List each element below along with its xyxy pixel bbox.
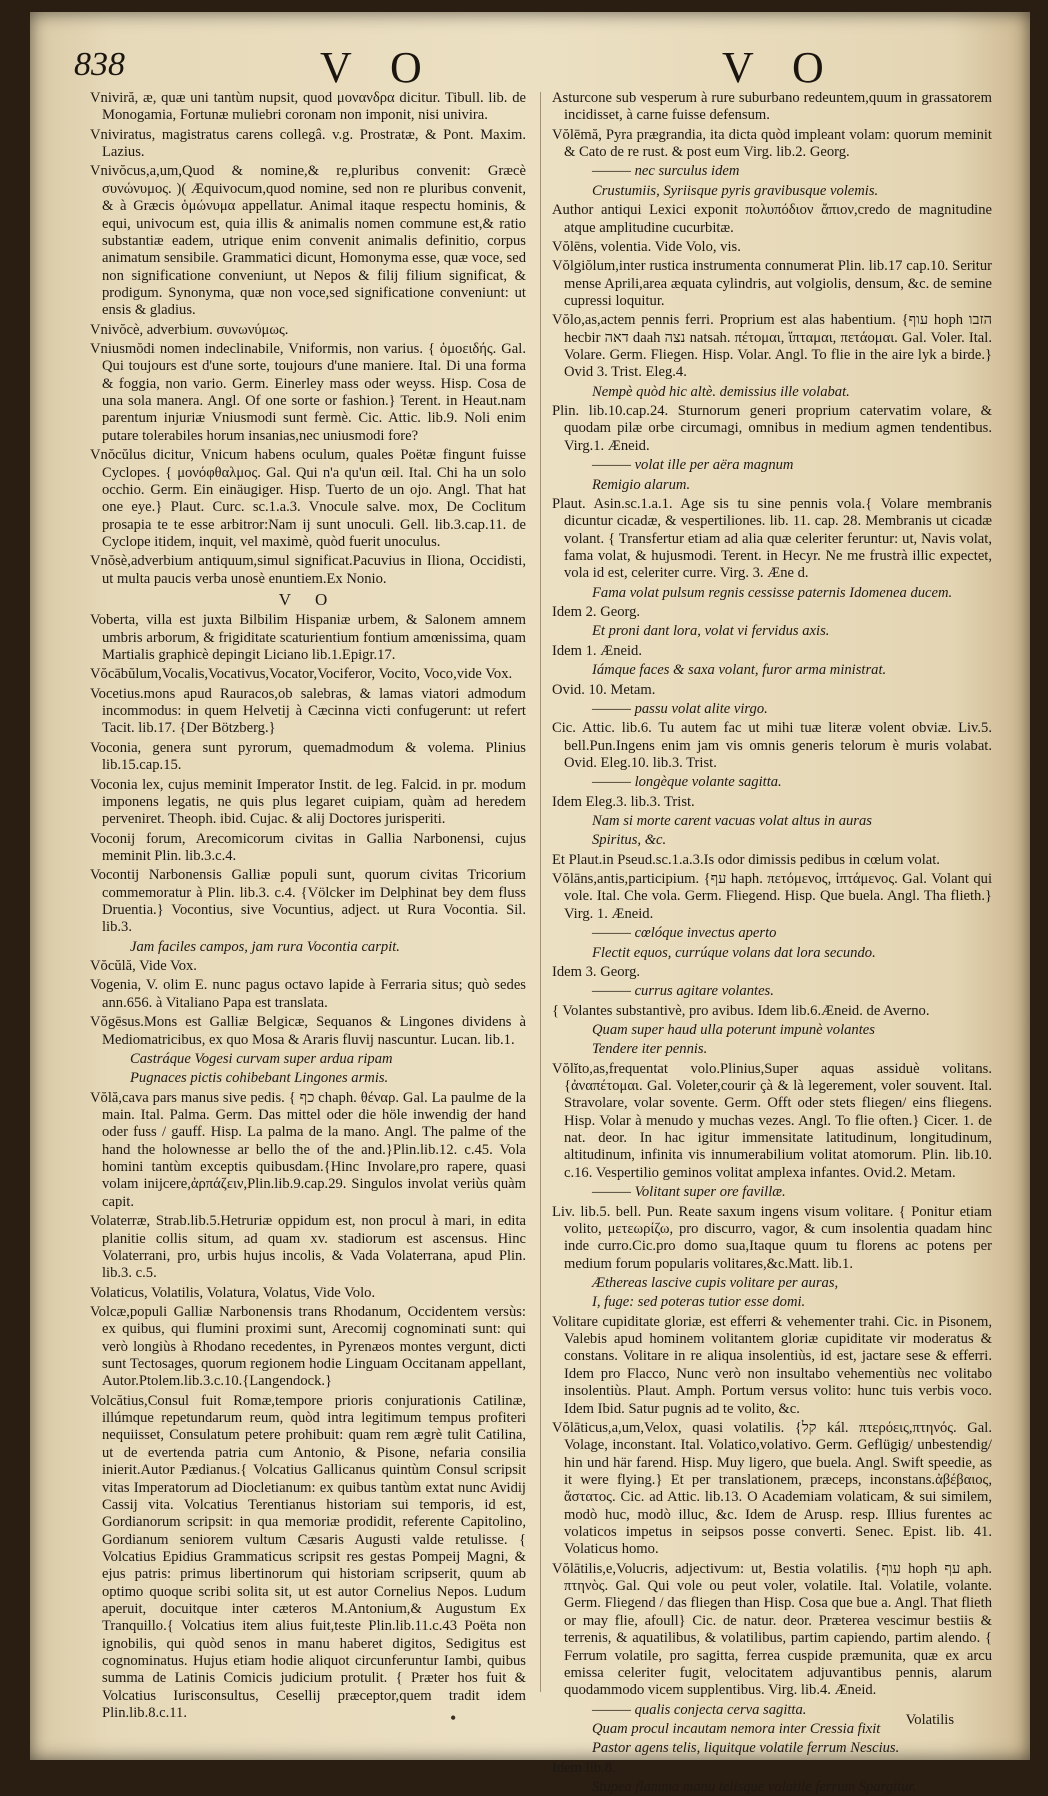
dictionary-entry: Volcătius,Consul fuit Romæ,tempore prioris conjurationis Catilinæ, illúmque repetundarum reum, quòd intra legitimum tempus profiteri nequiisset, Consulatum petere prohibuit: quam rem ægrè tulit Catilina, ut de evertenda patria cum Antonio, & Pisone, nefaria consilia inierit.Autor Pædianus.{ Volcatius Gallicanus quintùm Consul scripsit vitas Imperatorum ad Diocletianum: ex quibus tantùm extat nunc Avidij Cassij vita. Volcatius Terentianus historiam sui temporis, id est, Gordianorum scripsit: in qua memoriæ prodidit, referente Capitolino, Gordianum seniorem vultum Cæsaris Augusti valde retulisse. { Volcatius Epidius Grammaticus scripsit res gestas Pompeij Magni, & ejus patris: primus libertinorum qui historiam scripserit, quum ab optimo quoque scribi solita sit, ut est autor Cornelius Nepos. Ludum aperuit, docuitque inter cæteros M.Antonium,& Augustum Ex Tranquillo.{ Volcatius item alius fuit,teste Plin.lib.11.c.43 Poëta non ignobilis, qui quòd senos in manu haberet digitos, Sedigitus est cognominatus. Hujus etiam hodie aliquot circunferuntur Iambi, quibus summa de Latinis Comicis judicium protulit. { Præter hos fuit & Volcatius Iurisconsultus, Cesellij præceptor,quem tradit idem Plin.lib.8.c.11. <box>90 1392 526 1722</box>
dictionary-entry: Author antiqui Lexici exponit πολυπόδιον ἄπιον,credo de magnitudine atque amplitudine cucurbitæ. <box>552 202 992 236</box>
dictionary-entry: Voconia lex, cujus meminit Imperator Instit. de leg. Falcid. in pr. modum imponens legatis, ne quis plus legaret cuipiam, quàm ad heredem perveniret. Theoph. ibid. Cujac. & alij Doctores jurisperiti. <box>90 776 526 828</box>
verse-quote: Quam super haud ulla poterunt impunè volantes <box>592 1021 875 1038</box>
dictionary-entry: Volaterræ, Strab.lib.5.Hetruriæ oppidum est, non procul à mari, in edita planitie collis situm, ad quam xv. stadiorum est ascensus. Hinc Volaterrani, pro, urbis hujus incolis, & Vada Volaterrana, apud Plin. lib.3. c.5. <box>90 1213 526 1282</box>
dictionary-entry: Vŏcŭlă, Vide Vox. <box>90 958 197 975</box>
dictionary-entry: Vŏlă,cava pars manus sive pedis. { כף chaph. θέναρ. Gal. La paulme de la main. Ital. Palma. Germ. Das mittel oder die höle inwendig der hand oder fuss / gauff. Hisp. La palma de la mano. Angl. The palme of the hand the holownesse ar bello the of the and.}Plin.lib.12. c.45. Vola homini tantùm exceptis quibusdam.{Hinc Involare,pro rapere, quasi volam inijcere,ἀρπάζειν,Plin.lib.9.cap.29. Singulos involat veriùs quàm capit. <box>90 1089 526 1210</box>
verse-quote: Pastor agens telis, liquitque volatile ferrum Nescius. <box>592 1740 900 1757</box>
dictionary-entry: Cic. Attic. lib.6. Tu autem fac ut mihi tuæ literæ volent obviæ. Liv.5. bell.Pun.Ingens enim jam vis omnis generis telorum è muris volabat. Ovid. Eleg.10. lib.3. Trist. <box>552 720 992 771</box>
verse-quote: Stupea flamma manu telisque volatile ferrum Spargitur. <box>592 1779 917 1796</box>
dictionary-entry: Idem Eleg.3. lib.3. Trist. <box>552 793 695 810</box>
verse-quote: Flectit equos, currúque volans dat lora secundo. <box>592 944 876 961</box>
dictionary-entry: Vŏgēsus.Mons est Galliæ Belgicæ, Sequanos & Lingones dividens à Mediomatricibus, ex quo Mosa & Araris fluvij nascuntur. Lucan. lib.1. <box>90 1014 526 1048</box>
dictionary-entry: { Volantes substantivè, pro avibus. Idem lib.6.Æneid. de Averno. <box>552 1002 930 1019</box>
column-divider <box>540 92 541 1692</box>
dictionary-entry: Vniusmŏdi nomen indeclinabile, Vniformis, non varius. { ὁμοειδής. Gal. Qui toujours est d'une sorte, toujours d'une maniere. Ital. Di una forma & foggia, non vario. Germ. Einerley mass oder weyss. Hisp. Cosa de una sola manera. Angl. Of one sorte or fashion.} Terent. in Heaut.nam parentum injuriæ Vniusmodi sunt fermè. Cic. Attic. lib.9. Noli enim putare tolerabiles horum insanias,nec uniusmodi fore? <box>90 341 526 444</box>
verse-quote: Spiritus, &c. <box>592 832 667 849</box>
dictionary-entry: Vŏcābŭlum,Vocalis,Vocativus,Vocator,Vociferor, Vocito, Voco,vide Vox. <box>90 666 513 683</box>
verse-quote: Remigio alarum. <box>592 476 691 493</box>
dictionary-entry: Plaut. Asin.sc.1.a.1. Age sis tu sine pennis vola.{ Volare membranis dicuntur cicadæ, & vespertiliones. lib. 11. cap. 28. Membranis ut cicadæ volant. { Transfertur etiam ad alia quæ celeriter feruntur: ut, Navis volat, fama volat, & hujusmodi. Terent. in Hecyr. Ne me frustrà illic expectet, vola id est, celeriter curre. Virg. 3. Æne d. <box>552 495 992 582</box>
dictionary-entry: Vniviră, æ, quæ uni tantùm nupsit, quod μονανδρα dicitur. Tibull. lib. de Monogamia, Fortunæ muliebri coronam non imponit, nisi univira. <box>90 90 526 124</box>
dictionary-entry: Volitare cupiditate gloriæ, est efferri & vehementer trahi. Cic. in Pisonem, Valebis apud hominem volitantem gloriæ cupiditate vir moderatus & constans. Volitare in re aliqua insolentiùs, id est, jactare sese & efferri. Idem pro Flacco, Nunc verò non insultabo vehementiùs nec volitabo insolentiùs. Plaut. Amph. Portum versus volito: hunc tuis verbis voco. Idem Ibid. Satur pugnis ad te volito, &c. <box>552 1313 992 1417</box>
dictionary-entry: Idem 2. Georg. <box>552 604 641 621</box>
dictionary-entry: Vŏlēns, volentia. Vide Volo, vis. <box>552 238 741 255</box>
dictionary-entry: Liv. lib.5. bell. Pun. Reate saxum ingens visum volitare. { Ponitur etiam volito, μετεωρίζω, pro discurro, vagor, & cum insolentia quadam hinc inde curro.Cic.pro domo sua,Itaque quum tu florens ac potens per medium forum popularis volitares,&c.Matt. lib.1. <box>552 1203 992 1272</box>
dictionary-entry: Vŏlāticus,a,um,Velox, quasi volatilis. {קל kál. πτερόεις,πτηνός. Gal. Volage, inconstant. Ital. Volatico,volativo. Germ. Geflügig/ unbestendig/ hin und här farend. Hisp. Muy ligero, que buela. Angl. Swift speedie, as it were flying.} Et per translationem, præceps, inconstans.ἀβέβαιος, ἄστατος. Cic. ad Attic. lib.13. O Academiam volaticam, & sui similem, modò huc, modò illuc, &c. Idem de Arusp. resp. Illius furentes ac volaticos impetus in seipsos posse converti. Senec. Epist. lib. 41. Volaticus homo. <box>552 1419 992 1558</box>
dictionary-entry: Vŏlĭto,as,frequentat volo.Plinius,Super aquas assiduè volitans.{ἀναπέτομαι. Gal. Voleter,courir çà & là legerement, voler souvent. Ital. Stravolare, volar sovente. Germ. Offt oder stets fliegen/ eins fliegens. Hisp. Volar à menudo y muchas vezes. Angl. To flie often.} Cicer. 1. de nat. deor. In hac igitur immensitate latitudinum, longitudinum, altitudinum, infinita vis innumerabilium volitat atomorum. Plin. lib.10. c.16. Vespertilio geminos volitat amplexa infantes. Ovid.2. Metam. <box>552 1060 992 1181</box>
verse-quote: Pugnaces pictis cohibebant Lingones armis. <box>130 1070 389 1087</box>
verse-quote: Crustumiis, Syriisque pyris gravibusque volemis. <box>592 182 879 199</box>
dictionary-entry: Plin. lib.10.cap.24. Sturnorum generi proprium catervatim volare, & quodam pilæ orbe circumagi, omnibus in medium agmen tendentibus. Virg.1. Æneid. <box>552 403 992 454</box>
dictionary-entry: Vocetius.mons apud Rauracos,ob salebras, & lamas viatori admodum incommodus: in quem Helvetij à Cæcinna victi confugerunt: ut refert Tacit. lib.17. {Der Bötzberg.} <box>90 685 526 737</box>
verse-quote: ——— longèque volante sagitta. <box>592 774 782 791</box>
catchword: Volatilis <box>905 1712 954 1728</box>
dictionary-page <box>30 12 1030 1796</box>
dictionary-entry: Idem 1. Æneid. <box>552 642 642 659</box>
verse-quote: Tendere iter pennis. <box>592 1041 708 1058</box>
verse-quote: ——— volat ille per aëra magnum <box>592 457 794 474</box>
dictionary-entry: Volaticus, Volatilis, Volatura, Volatus, Vide Volo. <box>90 1284 376 1301</box>
running-header <box>30 42 1030 92</box>
verse-quote: Jam faciles campos, jam rura Vocontia carpit. <box>130 938 400 955</box>
dictionary-entry: Vnivŏcè, adverbium. συνωνύμως. <box>90 321 289 338</box>
dictionary-entry: Voconij forum, Arecomicorum civitas in Gallia Narbonensi, cujus meminit Plin. lib.3.c.4. <box>90 830 526 864</box>
dictionary-entry: Vnŏcŭlus dicitur, Vnicum habens oculum, quales Poëtæ fingunt fuisse Cyclopes. { μονόφθαλμος. Gal. Qui n'a qu'un œil. Ital. Chi ha un solo occhio. Germ. Ein einäugiger. Hisp. Tuerto de un ojo. Angl. That hat one eye.} Plaut. Curc. sc.1.a.3. Vnocule salve. mox, De Coclitum prosapia te te esse arbitror:Nam ij sunt unoculi. Gell. lib.3.cap.11. de Cyclope itidem, inquit, vel maximè, quòd fuerit unoculus. <box>90 447 526 550</box>
verse-quote: Et proni dant lora, volat vi fervidus axis. <box>592 623 830 640</box>
verse-quote: ——— cœlóque invectus aperto <box>592 925 777 942</box>
dictionary-entry: Vnŏsè,adverbium antiquum,simul significat.Pacuvius in Iliona, Occidisti, ut multa paucis verba unosè enuntiem.Ex Nonio. <box>90 553 526 587</box>
verse-quote: Castráque Vogesi curvam super ardua ripam <box>130 1050 393 1067</box>
dictionary-entry: Vŏlēmă, Pyra prægrandia, ita dicta quòd impleant volam: quorum meminit & Cato de re rust. & post eum Virg. lib.2. Georg. <box>552 126 992 161</box>
dictionary-entry: Vniviratus, magistratus carens collegâ. v.g. Prostratæ, & Pont. Maxim. Lazius. <box>90 126 526 161</box>
verse-quote: ——— currus agitare volantes. <box>592 983 774 1000</box>
dictionary-entry: Volcæ,populi Galliæ Narbonensis trans Rhodanum, Occidentem versùs: ex quibus, qui flumini proximi sunt, Arecomij cognominati sunt: qui verò longiùs à Rhodano recedentes, in Pyrenæos montes vergunt, dicti sunt Tectosages, quorum regionem hodie Linguam Occitanam appellant, Autor.Ptolem.lib.3.c.10.{Langendock.} <box>90 1303 526 1390</box>
dictionary-entry: Ovid. 10. Metam. <box>552 681 656 698</box>
verse-quote: ——— qualis conjecta cerva sagitta. <box>592 1701 807 1718</box>
dictionary-entry: Voconia, genera sunt pyrorum, quemadmodum & volema. Plinius lib.15.cap.15. <box>90 739 526 774</box>
verse-quote: I, fuge: sed poteras tutior esse domi. <box>592 1294 806 1311</box>
right-headword: V O <box>722 43 838 92</box>
dictionary-entry: Vocontij Narbonensis Galliæ populi sunt, quorum civitas Tricorium commemoratur à Plin. lib.3. c.4. {Völcker im Delphinat bey dem fluss Druentia.} Vocontius, sive Vocuntius, adject. ut Rura Vocontia. Sil. lib.3. <box>90 867 526 936</box>
left-column <box>90 90 526 1750</box>
verse-quote: Iámque faces & saxa volant, furor arma ministrat. <box>592 662 887 679</box>
verse-quote: Fama volat pulsum regnis cessisse paternis Idomenea ducem. <box>592 584 953 601</box>
verse-quote: ——— Volitant super ore favillæ. <box>592 1184 786 1201</box>
dictionary-entry: Vogenia, V. olim E. nunc pagus octavo lapide à Ferraria situs; quò sedes ann.656. à Vitaliano Papa est translata. <box>90 977 526 1011</box>
left-headword: V O <box>320 43 436 92</box>
verse-quote: Æthereas lascive cupis volitare per auras, <box>592 1275 839 1291</box>
dictionary-entry: Vŏlāns,antis,participium. {עף haph. πετόμενος, ἱπτάμενος. Gal. Volant qui vole. Ital. Che vola. Germ. Fliegend. Hisp. Que buela. Angl. Tha flieth.} Virg. 1. Æneid. <box>552 871 992 922</box>
page-number: 838 <box>74 46 125 83</box>
dictionary-entry: Idem lib.8. <box>552 1759 616 1776</box>
ornament-mark: • <box>450 1708 457 1728</box>
verse-quote: Nam si morte carent vacuas volat altus in auras <box>592 813 872 830</box>
dictionary-entry: Vŏlgiŏlum,inter rustica instrumenta connumerat Plin. lib.17 cap.10. Seritur mense Aprili,area æquata cylindris, aut volgiolis, densum, &c. de semine cupressi loquitur. <box>552 258 992 309</box>
dictionary-entry: Vnivŏcus,a,um,Quod & nomine,& re,pluribus convenit: Græcè συνώνυμος. )( Æquivocum,quod nomine, sed non re pluribus convenit, & à Græcis ὁμώνυμα appellatur. Animal itaque respectu hominis, & equi, univocum est, quia illis & animalis nomen commune est,& ratio substantiæ eadem, utrique enim convenit animalis definitio, corpus animatum sensibile. Grammatici dicunt, Homonyma esse, quæ voce, sed non significatione conveniunt, ut Nepos & filij filium significat, & prodigum. Synonyma, quæ non voce,sed significatione conveniunt: ut ensis & gladius. <box>90 163 526 319</box>
dictionary-entry: Voberta, villa est juxta Bilbilim Hispaniæ urbem, & Salonem amnem umbris arborum, & frigiditate scaturientium fontium amœnissima, quam Martialis graphicè depingit Liciano lib.1.Epigr.17. <box>90 612 526 663</box>
section-heading: V O <box>278 590 338 610</box>
dictionary-entry: Vŏlo,as,actem pennis ferri. Proprium est alas habentium. {עוף hoph הזבו hecbir דאה daah נצה natsah. πέτομαι, ἵπταμαι, πετάομαι. Gal. Voler. Ital. Volare. Germ. Fliegen. Hisp. Volar. Angl. To flie in the aire lyk a birde.} Ovid 3. Trist. Eleg.4. <box>552 312 993 381</box>
dictionary-entry: Vŏlātilis,e,Volucris, adjectivum: ut, Bestia volatilis. {עוף hoph עף aph. πτηνὸς. Gal. Qui vole ou peut voler, volatile. Ital. Volatile, volante. Germ. Fliegend / das fliegen than Hisp. Cosa que bue a. Angl. That flieth or may flie, afoull} Cic. de natur. deor. Præterea vescimur bestiis & terrenis, & aquatilibus, & volatilibus, partim capiendo, partim alendo. { Ferrum volatile, pro sagitta, ferrea cuspide præmunita, quæ ex arcu emissa celeriter fugit, velocitatem adjuvantibus pennis, alarum quodammodo vicem supplentibus. Virg. lib.4. Æneid. <box>552 1560 993 1699</box>
verse-quote: ——— passu volat alite virgo. <box>592 700 768 717</box>
verse-quote: Nempè quòd hic altè. demissius ille volabat. <box>592 383 850 400</box>
dictionary-entry: Asturcone sub vesperum à rure suburbano redeuntem,quum in grassatorem incidisset, à carne fuisse defensum. <box>552 90 992 124</box>
dictionary-entry: Et Plaut.in Pseud.sc.1.a.3.Is odor dimissis pedibus in cœlum volat. <box>552 851 940 868</box>
verse-quote: Quam procul incautam nemora inter Cressia fixit <box>592 1720 881 1737</box>
verse-quote: ——— nec surculus idem <box>592 163 740 180</box>
right-column <box>552 90 993 1796</box>
dictionary-entry: Idem 3. Georg. <box>552 963 641 980</box>
